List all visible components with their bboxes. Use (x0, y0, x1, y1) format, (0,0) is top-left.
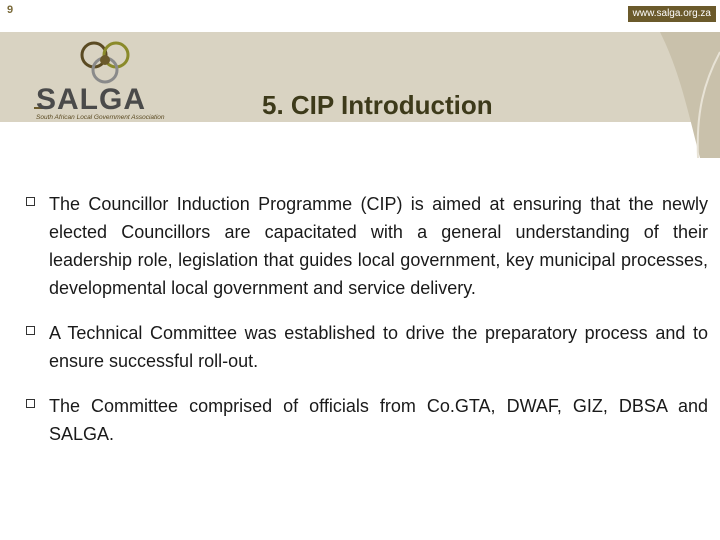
svg-text:South African Local Government: South African Local Government Association (36, 114, 165, 121)
slide-title: 5. CIP Introduction (262, 90, 493, 120)
svg-text:SALGA: SALGA (36, 83, 146, 116)
top-bar (0, 0, 720, 26)
list-item (26, 319, 708, 375)
square-bullet-icon (26, 197, 35, 206)
list-item (26, 392, 708, 448)
salga-logo (30, 38, 190, 122)
logo-emblem-icon (30, 38, 190, 122)
square-bullet-icon (26, 326, 35, 335)
decorative-swoosh (600, 32, 720, 158)
square-bullet-icon (26, 399, 35, 408)
header-band (0, 32, 720, 122)
bullet-text: The Councillor Induction Programme (CIP) is aimed at ensuring that the newly elected Councillors are capacitated with a general understanding of their leadership role, legislation that guides local government, key municipal processes, developmental local government and service delivery. (49, 194, 708, 298)
list-item (26, 190, 708, 302)
bullet-text: The Committee comprised of officials from Co.GTA, DWAF, GIZ, DBSA and SALGA. (49, 396, 708, 444)
bullet-list (26, 190, 708, 465)
website-url: www.salga.org.za (628, 6, 716, 22)
bullet-text: A Technical Committee was established to drive the preparatory process and to ensure successful roll-out. (49, 323, 708, 371)
page-number: 9 (7, 4, 14, 16)
